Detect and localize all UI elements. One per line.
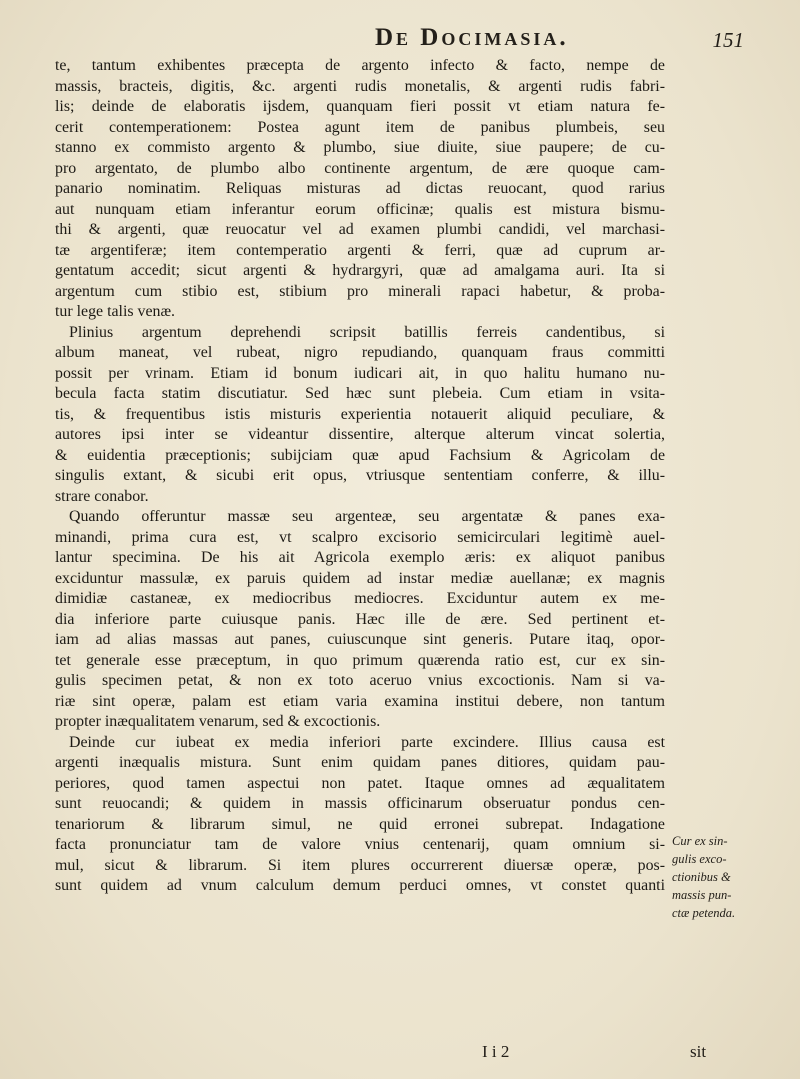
text-line: singulis extant, & sicubi erit opus, vtriusque sententiam conferre, & illu- [55,467,665,484]
text-line: becula facta statim discutiatur. Sed hæc sunt plebeia. Cum etiam in vsita- [55,385,665,402]
running-head [0,18,800,58]
text-line: tenariorum & librarum simul, ne quid erronei subrepat. Indagatione [55,815,665,833]
signature-mark: I i 2 [482,1042,510,1061]
text-line: lantur specimina. De his ait Agricola exemplo æris: ex aliquot panibus [55,549,665,566]
text-line: stanno ex commisto argento & plumbo, siue diuite, siue paupere; de cu- [55,139,665,156]
page-number: 151 [712,28,744,52]
text-line: massis, bracteis, digitis, &c. argenti rudis monetalis, & argenti rudis fabri- [55,77,665,95]
text-line: Deinde cur iubeat ex media inferiori parte excindere. Illius causa est [69,733,665,751]
running-title: De Docimasia. [375,24,569,51]
text-line: tæ argentiferæ; item contemperatio argenti & ferri, quæ ad cuprum ar- [55,241,665,259]
text-line: sunt reuocandi; & quidem in massis officinarum obseruatur pondus cen- [55,795,665,812]
marginal-note-line: gulis exco- [672,852,727,866]
marginal-note [672,832,772,922]
text-line: periores, quod tamen aspectui non patet. Itaque omnes ad æqualitatem [55,774,665,792]
text-line: tet generale esse præceptum, in quo primum quærenda ratio est, cur ex sin- [55,651,665,669]
text-line: strare conabor. [55,487,149,505]
text-line: cerit contemperationem: Postea agunt item de panibus plumbeis, seu [55,118,665,136]
text-line: gulis specimen petat, & non ex toto aceruo vnius excoctionis. Nam si va- [55,672,665,689]
text-line: gentatum accedit; sicut argenti & hydrargyri, quæ ad amalgama auri. Ita si [55,262,665,279]
body-text [55,56,665,897]
text-line: sunt quidem ad vnum calculum demum perduci omnes, vt constet quanti [55,877,665,894]
catchword: sit [690,1042,707,1061]
text-line: & euidentia præceptionis; subijciam quæ apud Fachsium & Agricolam de [55,446,665,464]
marginal-note-line: Cur ex sin- [672,834,728,848]
text-line: thi & argenti, quæ reuocatur vel ad examen plumbi candidi, vel marchasi- [55,221,665,238]
text-line: tis, & frequentibus istis misturis experientia notauerit aliquid peculiare, & [55,405,665,423]
text-line: mul, sicut & librarum. Si item plures occurrerent diuersæ operæ, pos- [55,856,665,874]
text-line: argenti inæqualis mistura. Sunt enim quidam panes ditiores, quidam pau- [55,754,665,771]
marginal-note-line: ctionibus & [672,870,731,884]
marginal-note-line: massis pun- [672,888,732,902]
text-line: autores ipsi inter se videantur dissentire, alterque alterum vincat solertia, [55,426,665,443]
marginal-note-line: ctæ petenda. [672,906,736,920]
text-line: panario nominatim. Reliquas misturas ad dictas reuocant, quod rarius [55,180,665,197]
text-line: Plinius argentum deprehendi scripsit batillis ferreis candentibus, si [69,323,665,341]
text-line: dimidiæ castaneæ, ex mediocribus mediocres. Exciduntur autem ex me- [55,590,665,607]
text-line: facta pronunciatur tam de valore vnius centenarij, quam omnium si- [55,836,665,853]
text-line: exciduntur massulæ, ex paruis quidem ad instar mediæ auellanæ; ex magnis [55,569,665,587]
text-line: dia inferiore parte cuiusque panis. Hæc ille de ære. Sed pertinent et- [55,610,665,628]
text-line: riæ sint operæ, palam est etiam varia examina institui debere, non tantum [55,692,665,710]
text-line: possit per vrinam. Etiam id bonum iudicari ait, in quo halitu humano nu- [55,364,665,382]
text-line: aut nunquam etiam inferantur eorum officinæ; qualis est mistura bismu- [55,200,665,218]
text-line: argentum cum stibio est, stibium pro minerali rapaci habetur, & proba- [55,282,665,300]
text-line: tur lege talis venæ. [55,303,176,320]
text-line: Quando offeruntur massæ seu argenteæ, seu argentatæ & panes exa- [69,508,665,525]
text-line: iam ad alias massas aut panes, cuiuscunque sint generis. Putare itaq, opor- [55,631,665,648]
text-line: minandi, prima cura est, vt scalpro excisorio semicirculari legitimè auel- [55,528,665,546]
text-line: pro argentato, de plumbo albo continente argentum, de ære quoque cam- [55,159,665,177]
text-line: propter inæqualitatem venarum, sed & excoctionis. [55,713,381,730]
text-line: album maneat, vel rubeat, nigro repudiando, quanquam fraus committi [55,344,665,361]
text-line: te, tantum exhibentes præcepta de argento infecto & facto, nempe de [55,57,665,74]
text-line: lis; deinde de elaboratis ijsdem, quanquam fieri possit vt etiam natura fe- [55,98,665,115]
